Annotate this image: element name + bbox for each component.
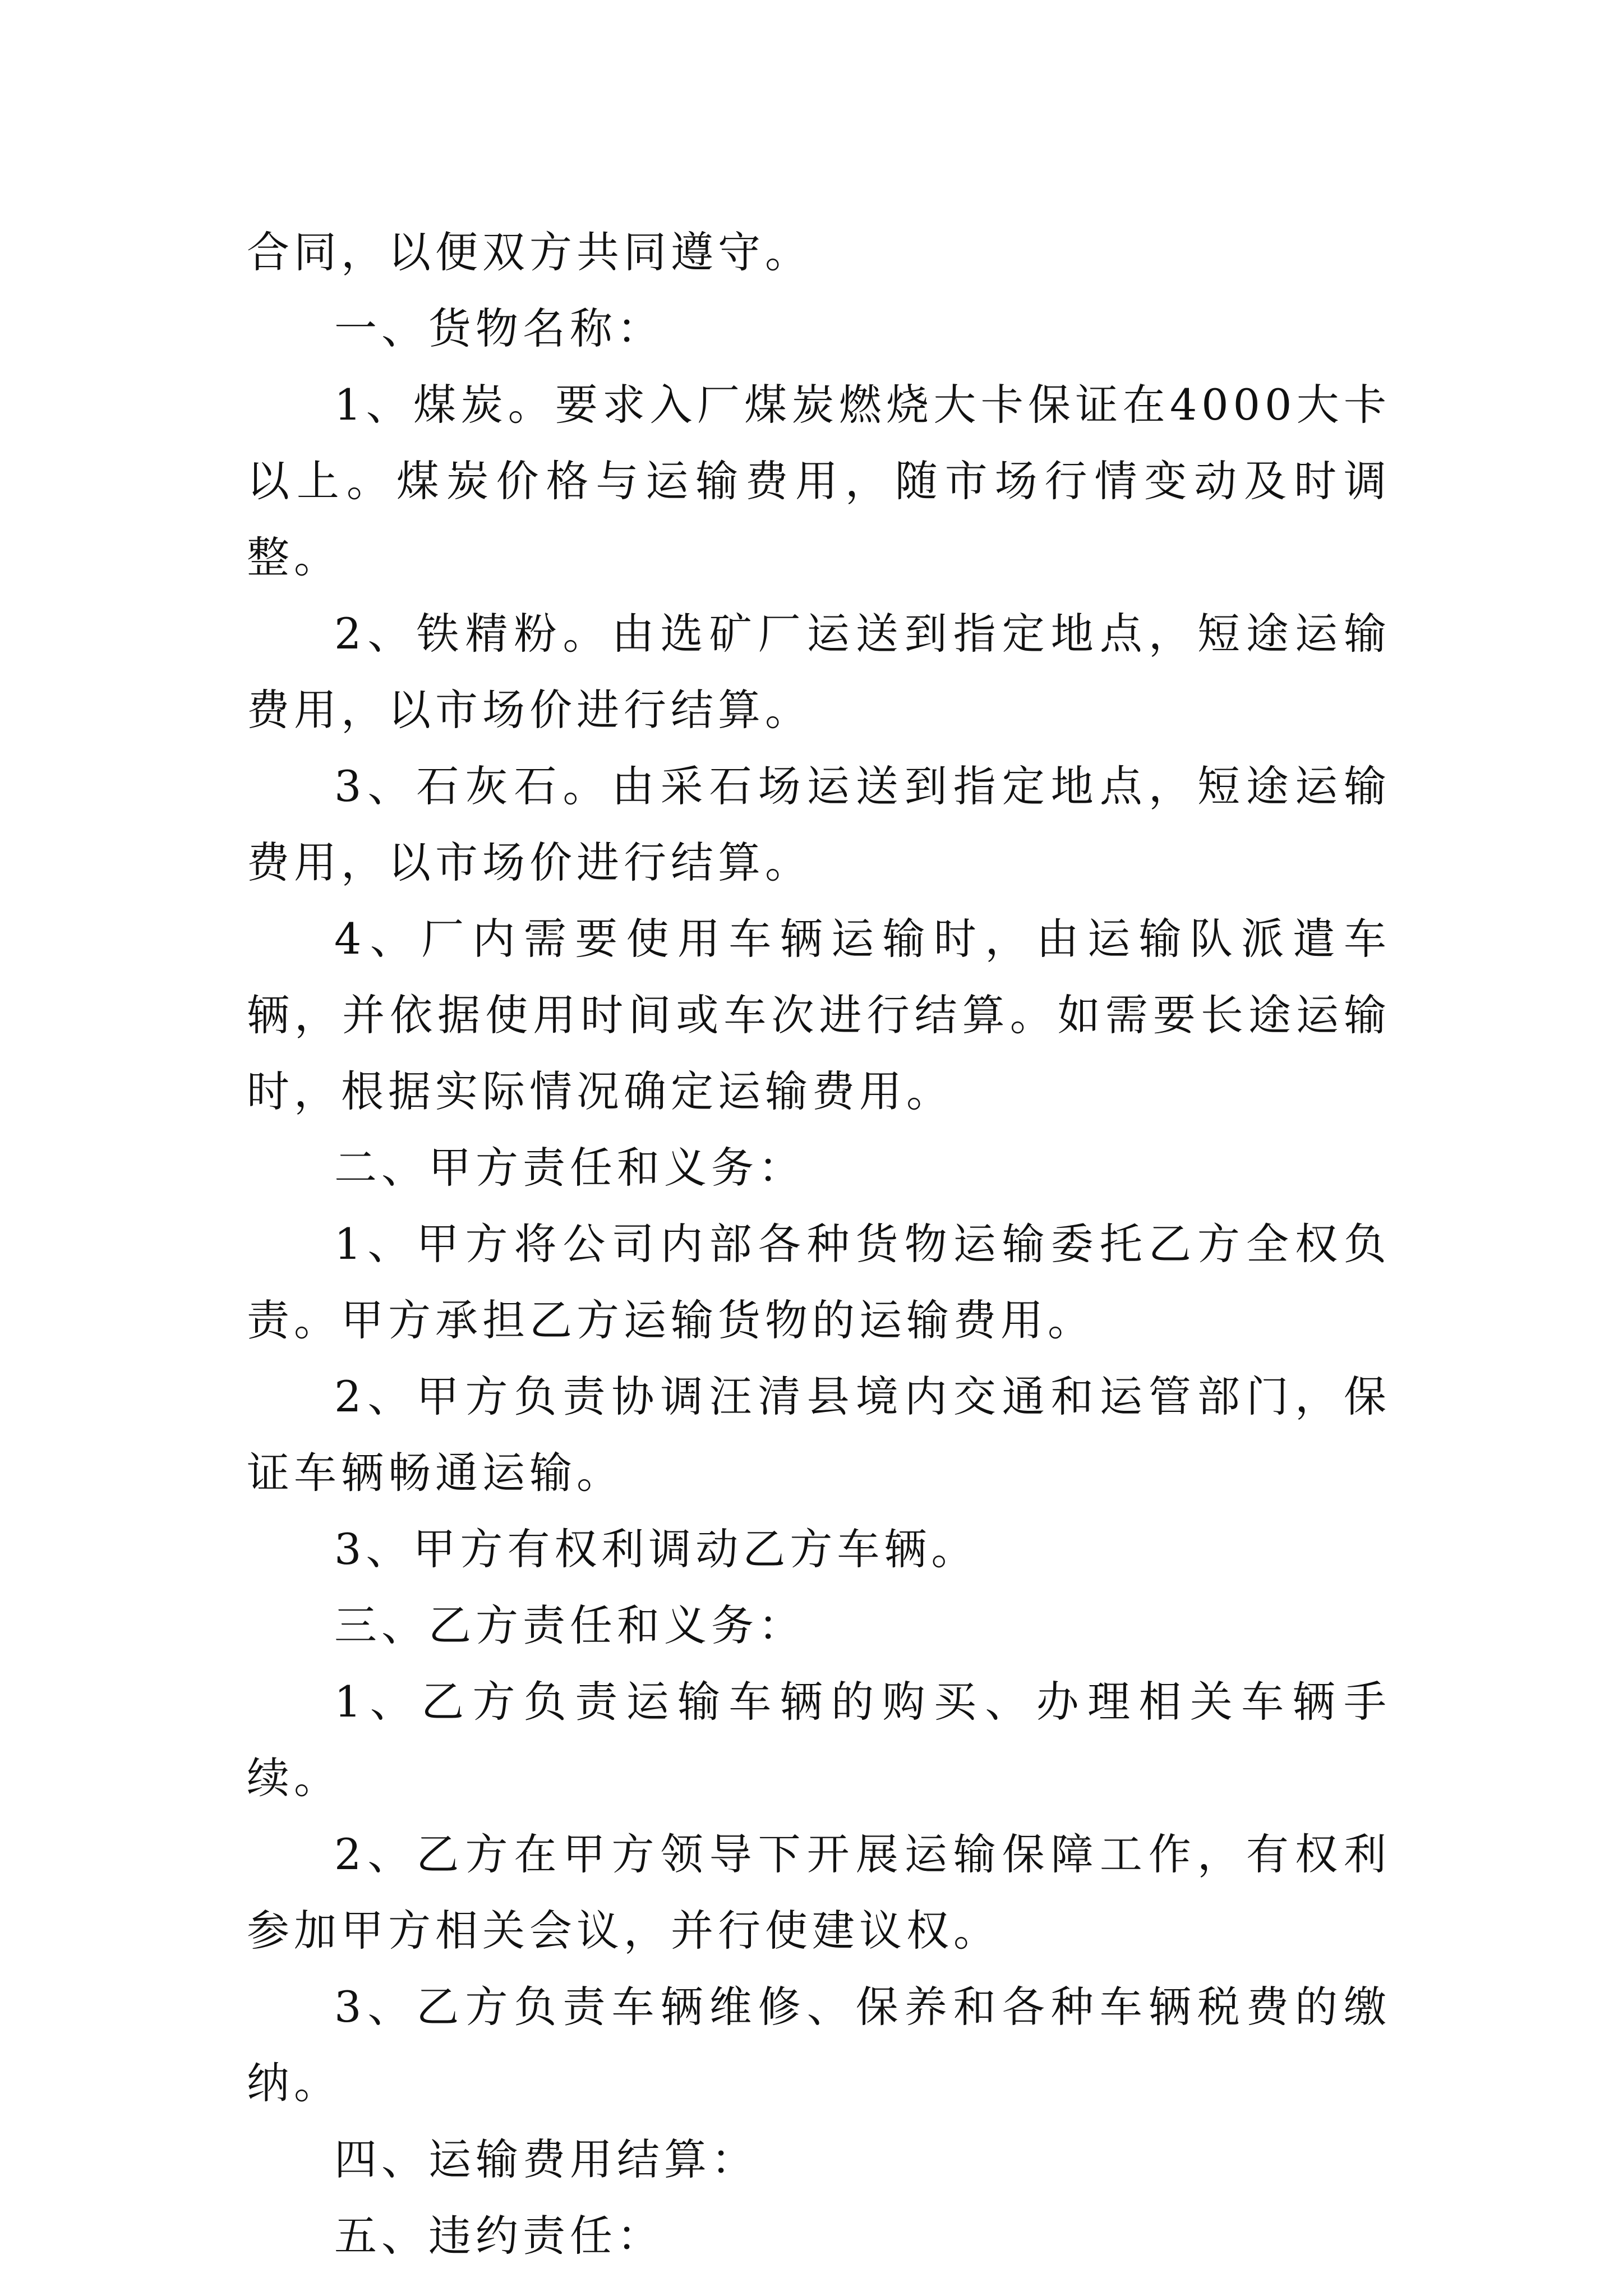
paragraph-goods-coal: 1、煤炭。要求入厂煤炭燃烧大卡保证在4000大卡以上。煤炭价格与运输费用，随市场行情变动及时调整。: [247, 380, 1391, 582]
paragraph-party-b-item-3: 3、乙方负责车辆维修、保养和各种车辆税费的缴纳。: [247, 1982, 1391, 2108]
paragraph-party-b-item-1: 1、乙方负责运输车辆的购买、办理相关车辆手续。: [247, 1677, 1391, 1803]
paragraph-party-a-item-1: 1、甲方将公司内部各种货物运输委托乙方全权负责。甲方承担乙方运输货物的运输费用。: [247, 1219, 1391, 1345]
paragraph-party-a-item-3: 3、甲方有权利调动乙方车辆。: [334, 1524, 979, 1574]
section-heading-party-a-duties: 二、甲方责任和义务：: [334, 1143, 805, 1193]
section-heading-party-b-duties: 三、乙方责任和义务：: [334, 1600, 805, 1650]
section-heading-fee-settlement: 四、运输费用结算：: [334, 2134, 758, 2184]
paragraph-party-a-item-2: 2、甲方负责协调汪清县境内交通和运管部门，保证车辆畅通运输。: [247, 1372, 1391, 1498]
paragraph-goods-iron-concentrate: 2、铁精粉。由选矿厂运送到指定地点，短途运输费用，以市场价进行结算。: [247, 609, 1391, 735]
document-body: [247, 214, 1391, 2274]
section-heading-goods-name: 一、货物名称：: [334, 303, 664, 353]
paragraph-goods-in-plant-transport: 4、厂内需要使用车辆运输时，由运输队派遣车辆，并依据使用时间或车次进行结算。如需要长途运输时，根据实际情况确定运输费用。: [247, 914, 1391, 1116]
paragraph-party-b-item-2: 2、乙方在甲方领导下开展运输保障工作，有权利参加甲方相关会议，并行使建议权。: [247, 1829, 1391, 1955]
paragraph-intro-continuation: 合同，以便双方共同遵守。: [247, 227, 812, 277]
section-heading-breach-liability: 五、违约责任：: [334, 2211, 664, 2261]
paragraph-goods-limestone: 3、石灰石。由采石场运送到指定地点，短途运输费用，以市场价进行结算。: [247, 761, 1391, 887]
